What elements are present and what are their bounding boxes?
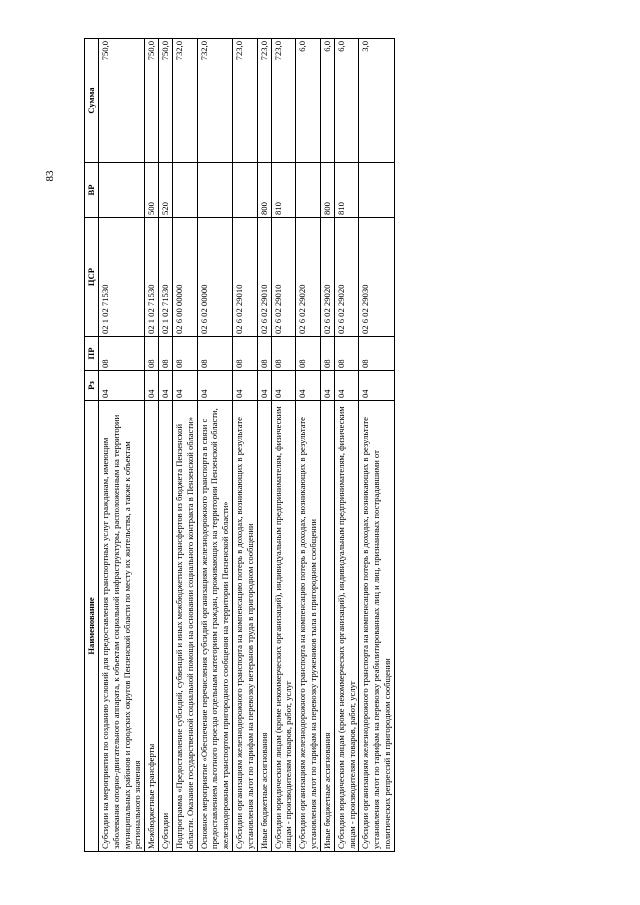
cell-sum: 6,0	[320, 39, 334, 163]
table-row	[159, 39, 173, 852]
table-row	[145, 39, 159, 852]
cell-rz: 04	[145, 371, 159, 401]
cell-name: Основное мероприятие «Обеспечение перечисления субсидий организациям железнодорожного транспорта в связи с предоставлением льготного проезда отдельным категориям граждан, проживающих на территории Пензенской области, железнодорожным транспортом пригородного сообщения на территории Пензенской области»	[197, 401, 232, 852]
cell-sum: 6,0	[296, 39, 321, 163]
cell-csr: 02 6 00 00000	[172, 218, 197, 337]
cell-pr: 08	[320, 337, 334, 371]
cell-csr: 02 6 02 29030	[359, 218, 394, 337]
cell-name: Межбюджетные трансферты	[145, 401, 159, 852]
cell-name: Субсидии юридическим лицам (кроме некоммерческих организаций), индивидуальным предпринимателям, физическим лицам - производителям товаров, работ, услуг	[334, 401, 359, 852]
cell-pr: 08	[197, 337, 232, 371]
cell-rz: 04	[197, 371, 232, 401]
table-row	[197, 39, 232, 852]
cell-name: Субсидии на мероприятия по созданию условий для предоставления транспортных услуг гражданам, имеющим заболевания опорно-двигательного аппарата, к объектам социальной инфраструктуры, расположенным на территории муниципальных районов и городских округов Пензенской области по месту их жительства, а также к объектам регионального значения	[99, 401, 145, 852]
page-number: 83	[44, 170, 56, 182]
table-row	[359, 39, 394, 852]
cell-name: Субсидии организациям железнодорожного транспорта на компенсацию потерь в доходах, возникающих в результате установления льгот по тарифам на перевозку реабилитированных лиц и лиц, признанных пострадавшими от политических репрессий в пригородном сообщении	[359, 401, 394, 852]
cell-sum: 750,0	[99, 39, 145, 163]
cell-pr: 08	[172, 337, 197, 371]
cell-vr	[99, 163, 145, 218]
cell-name: Субсидии организациям железнодорожного транспорта на компенсацию потерь в доходах, возникающих в результате установления льгот по тарифам на перевозку ветеранов труда в пригородном сообщении	[233, 401, 258, 852]
table-row	[271, 39, 296, 852]
cell-name: Иные бюджетные ассигнования	[257, 401, 271, 852]
table-row	[334, 39, 359, 852]
cell-pr: 08	[296, 337, 321, 371]
header-rz: Рз	[85, 371, 99, 401]
budget-table-container	[84, 39, 553, 852]
header-pr: ПР	[85, 337, 99, 371]
cell-vr: 800	[257, 163, 271, 218]
cell-vr	[197, 163, 232, 218]
cell-sum: 750,0	[145, 39, 159, 163]
cell-pr: 08	[233, 337, 258, 371]
cell-rz: 04	[296, 371, 321, 401]
cell-name: Субсидии	[159, 401, 173, 852]
cell-rz: 04	[320, 371, 334, 401]
cell-sum: 750,0	[159, 39, 173, 163]
cell-pr: 08	[359, 337, 394, 371]
cell-csr: 02 6 02 29010	[257, 218, 271, 337]
cell-rz: 04	[159, 371, 173, 401]
cell-csr: 02 6 02 29020	[296, 218, 321, 337]
cell-sum: 732,0	[172, 39, 197, 163]
cell-sum: 723,0	[257, 39, 271, 163]
cell-csr: 02 6 02 29010	[233, 218, 258, 337]
cell-pr: 08	[99, 337, 145, 371]
header-vr: ВР	[85, 163, 99, 218]
cell-vr: 800	[320, 163, 334, 218]
cell-vr	[172, 163, 197, 218]
cell-pr: 08	[145, 337, 159, 371]
table-header-row	[85, 39, 99, 852]
cell-vr	[359, 163, 394, 218]
cell-csr: 02 1 02 71530	[159, 218, 173, 337]
table-row	[296, 39, 321, 852]
header-sum: Сумма	[85, 39, 99, 163]
cell-rz: 04	[334, 371, 359, 401]
cell-csr: 02 6 02 29020	[320, 218, 334, 337]
cell-pr: 08	[271, 337, 296, 371]
table-row	[99, 39, 145, 852]
cell-vr	[233, 163, 258, 218]
cell-rz: 04	[257, 371, 271, 401]
cell-name: Иные бюджетные ассигнования	[320, 401, 334, 852]
table-row	[320, 39, 334, 852]
table-row	[172, 39, 197, 852]
cell-rz: 04	[271, 371, 296, 401]
cell-pr: 08	[334, 337, 359, 371]
cell-pr: 08	[257, 337, 271, 371]
cell-vr	[296, 163, 321, 218]
table-row	[257, 39, 271, 852]
cell-vr: 810	[334, 163, 359, 218]
budget-table	[84, 38, 395, 852]
cell-sum: 6,0	[334, 39, 359, 163]
cell-csr: 02 1 02 71530	[99, 218, 145, 337]
cell-name: Субсидии организациям железнодорожного транспорта на компенсацию потерь в доходах, возникающих в результате установления льгот по тарифам на перевозку тружеников тыла в пригородном сообщении	[296, 401, 321, 852]
cell-sum: 723,0	[271, 39, 296, 163]
cell-vr: 500	[145, 163, 159, 218]
cell-rz: 04	[359, 371, 394, 401]
cell-sum: 723,0	[233, 39, 258, 163]
header-csr: ЦСР	[85, 218, 99, 337]
cell-csr: 02 1 02 71530	[145, 218, 159, 337]
cell-csr: 02 6 02 29010	[271, 218, 296, 337]
cell-sum: 3,0	[359, 39, 394, 163]
cell-csr: 02 6 02 00000	[197, 218, 232, 337]
cell-csr: 02 6 02 29020	[334, 218, 359, 337]
cell-rz: 04	[233, 371, 258, 401]
cell-sum: 732,0	[197, 39, 232, 163]
cell-rz: 04	[99, 371, 145, 401]
cell-name: Подпрограмма «Предоставление субсидий, субвенций и иных межбюджетных трансфертов из бюджета Пензенской области. Оказание государственной социальной помощи на основании социального контракта в Пензенской области»	[172, 401, 197, 852]
table-row	[233, 39, 258, 852]
cell-name: Субсидии юридическим лицам (кроме некоммерческих организаций), индивидуальным предпринимателям, физическим лицам - производителям товаров, работ, услуг	[271, 401, 296, 852]
cell-pr: 08	[159, 337, 173, 371]
cell-vr: 520	[159, 163, 173, 218]
cell-vr: 810	[271, 163, 296, 218]
header-name: Наименование	[85, 401, 99, 852]
cell-rz: 04	[172, 371, 197, 401]
